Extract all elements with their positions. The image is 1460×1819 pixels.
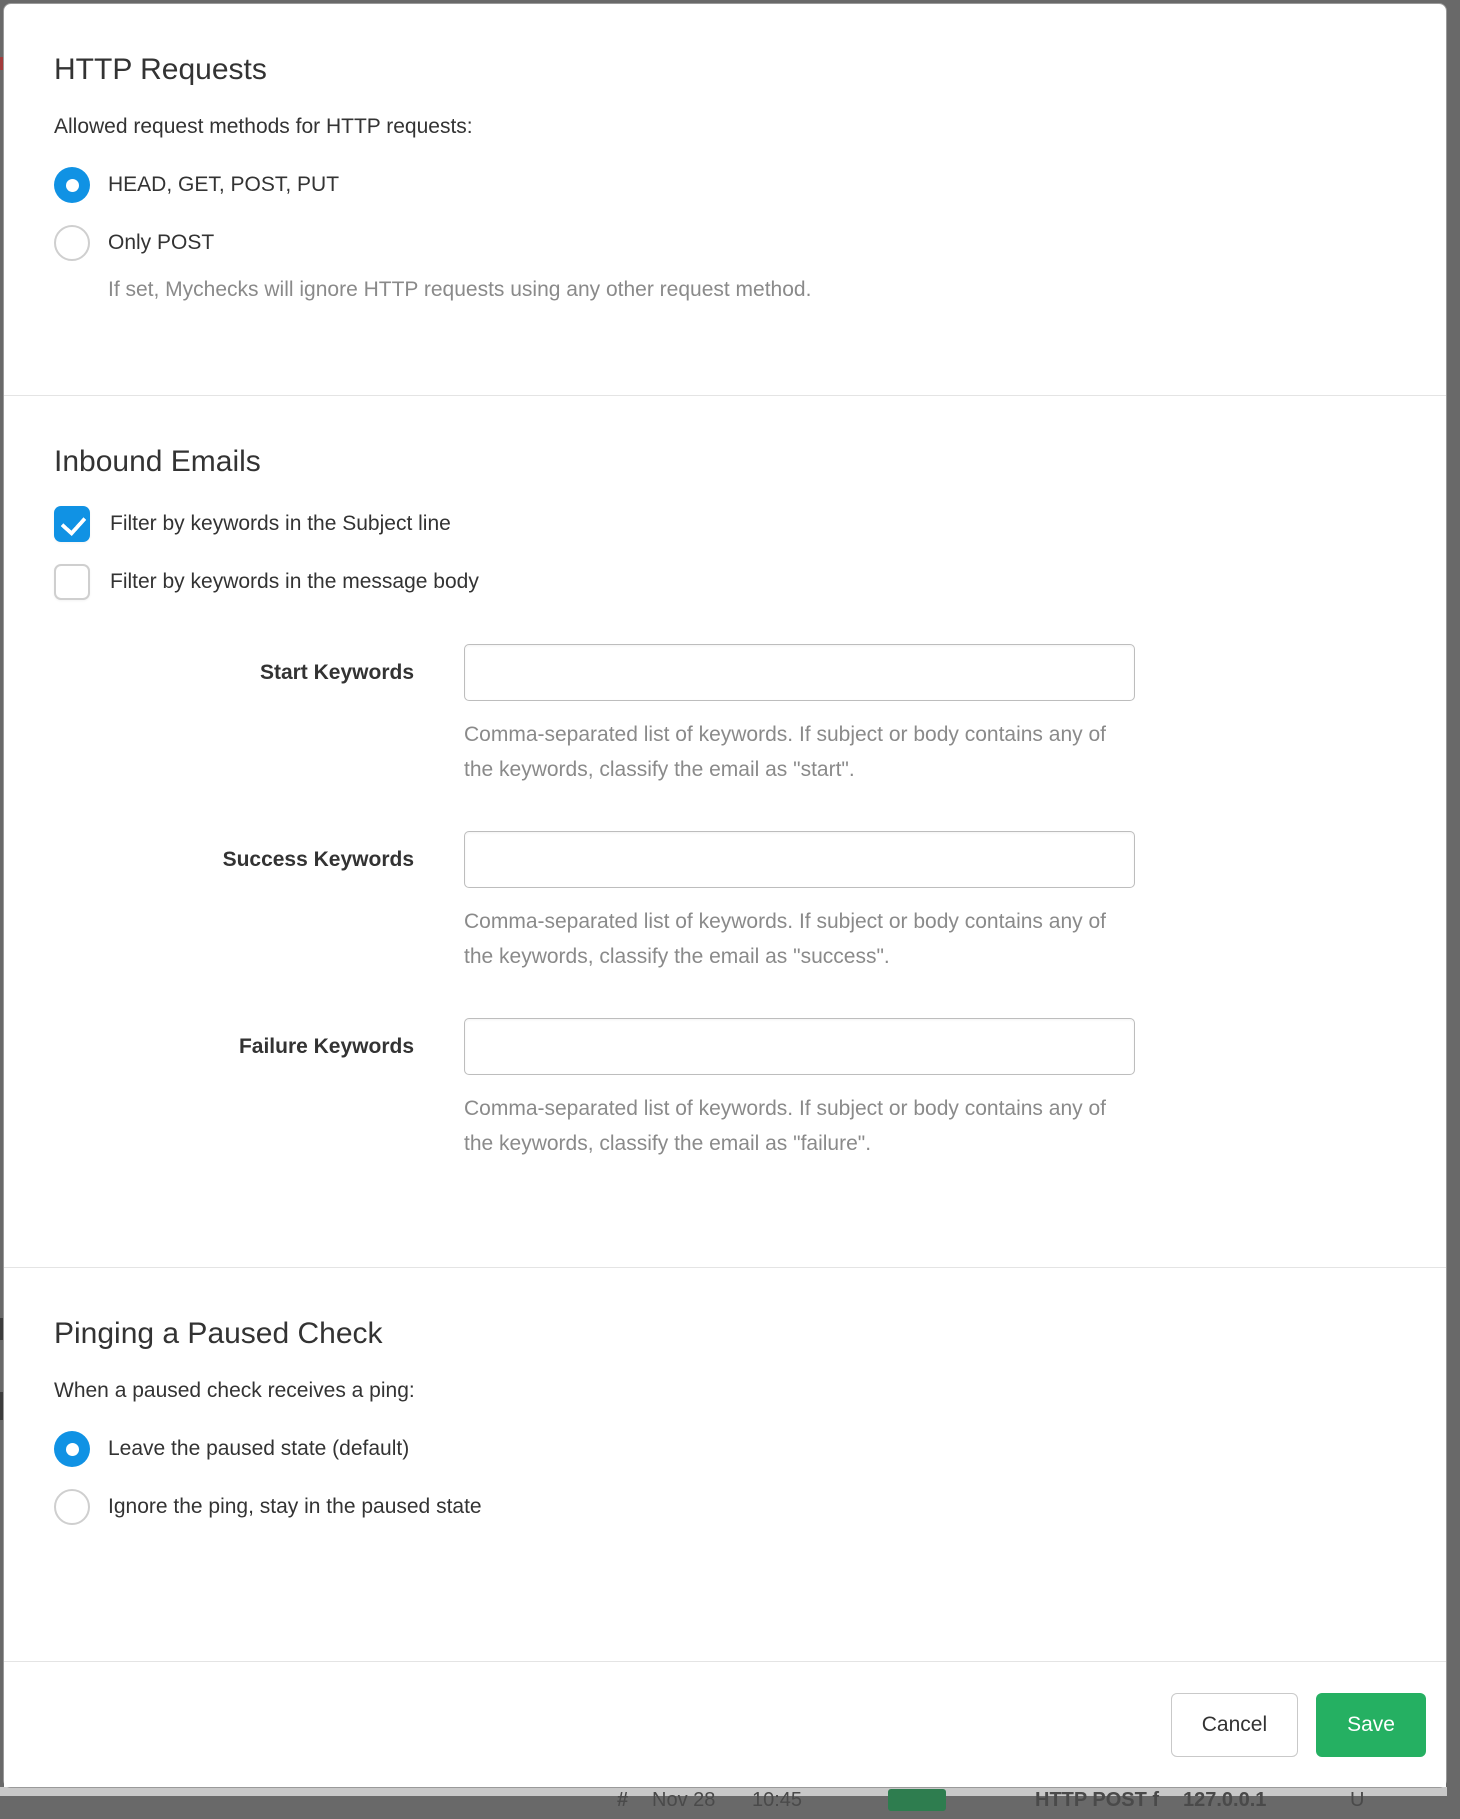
ping-row-method: HTTP POST f	[1035, 1789, 1160, 1811]
start-keywords-help-text: Comma-separated list of keywords. If subject or body contains any of the keywords, classify the email as "start".	[464, 723, 1106, 781]
ping-status-badge	[888, 1789, 946, 1811]
form-group-start-keywords	[54, 644, 1396, 787]
pinging-paused-subtitle: When a paused check receives a ping:	[54, 1379, 415, 1402]
checkbox-icon[interactable]	[54, 506, 90, 542]
checkbox-icon[interactable]	[54, 564, 90, 600]
http-requests-subtitle: Allowed request methods for HTTP requests:	[54, 115, 473, 138]
failure-keywords-help-text: Comma-separated list of keywords. If subject or body contains any of the keywords, classify the email as "failure".	[464, 1097, 1106, 1155]
ping-row-date: Nov 28	[652, 1789, 716, 1811]
section-inbound-emails	[4, 395, 1446, 1267]
ping-log-row	[0, 1789, 1447, 1819]
dialog-footer	[4, 1661, 1446, 1787]
http-requests-title: HTTP Requests	[54, 53, 267, 86]
save-button[interactable]: Save	[1316, 1693, 1426, 1757]
radio-button-icon[interactable]	[54, 1431, 90, 1467]
section-http-requests	[4, 4, 1446, 395]
pinging-paused-title: Pinging a Paused Check	[54, 1317, 383, 1350]
checkbox-label: Filter by keywords in the Subject line	[110, 512, 451, 535]
start-keywords-control	[464, 644, 1135, 787]
form-group-success-keywords	[54, 831, 1396, 974]
success-keywords-help-text: Comma-separated list of keywords. If subject or body contains any of the keywords, classify the email as "success".	[464, 910, 1106, 968]
radio-option-only-post[interactable]	[54, 225, 1396, 261]
ping-row-agent: U	[1350, 1789, 1365, 1811]
page-behind-strip	[0, 1787, 1447, 1811]
ping-row-marker: #	[617, 1789, 629, 1811]
radio-option-label: Ignore the ping, stay in the paused state	[108, 1495, 482, 1518]
ping-row-ip: 127.0.0.1	[1183, 1789, 1267, 1811]
radio-option-label: HEAD, GET, POST, PUT	[108, 173, 340, 196]
radio-option-all-methods[interactable]	[54, 167, 1396, 203]
form-group-failure-keywords	[54, 1018, 1396, 1161]
checkbox-filter-subject[interactable]	[54, 506, 1396, 542]
section-pinging-paused-check	[4, 1267, 1446, 1617]
failure-keywords-input[interactable]	[464, 1018, 1135, 1075]
radio-option-label: Only POST	[108, 231, 215, 254]
failure-keywords-control	[464, 1018, 1135, 1161]
ping-row-time: 10:45	[752, 1789, 803, 1811]
check-settings-dialog	[3, 3, 1447, 1788]
checkbox-label: Filter by keywords in the message body	[110, 570, 479, 593]
checkbox-filter-body[interactable]	[54, 564, 1396, 600]
radio-option-label: Leave the paused state (default)	[108, 1437, 410, 1460]
radio-button-icon[interactable]	[54, 1489, 90, 1525]
inbound-emails-title: Inbound Emails	[54, 445, 261, 478]
http-requests-help-text: If set, Mychecks will ignore HTTP requests using any other request method.	[108, 278, 812, 301]
radio-option-leave-paused[interactable]	[54, 1431, 1396, 1467]
success-keywords-control	[464, 831, 1135, 974]
cancel-button[interactable]: Cancel	[1171, 1693, 1298, 1757]
start-keywords-input[interactable]	[464, 644, 1135, 701]
success-keywords-label: Success Keywords	[222, 848, 414, 871]
radio-button-icon[interactable]	[54, 167, 90, 203]
radio-button-icon[interactable]	[54, 225, 90, 261]
start-keywords-label: Start Keywords	[259, 661, 414, 684]
failure-keywords-label: Failure Keywords	[238, 1035, 414, 1058]
radio-option-ignore-ping[interactable]	[54, 1489, 1396, 1525]
success-keywords-input[interactable]	[464, 831, 1135, 888]
